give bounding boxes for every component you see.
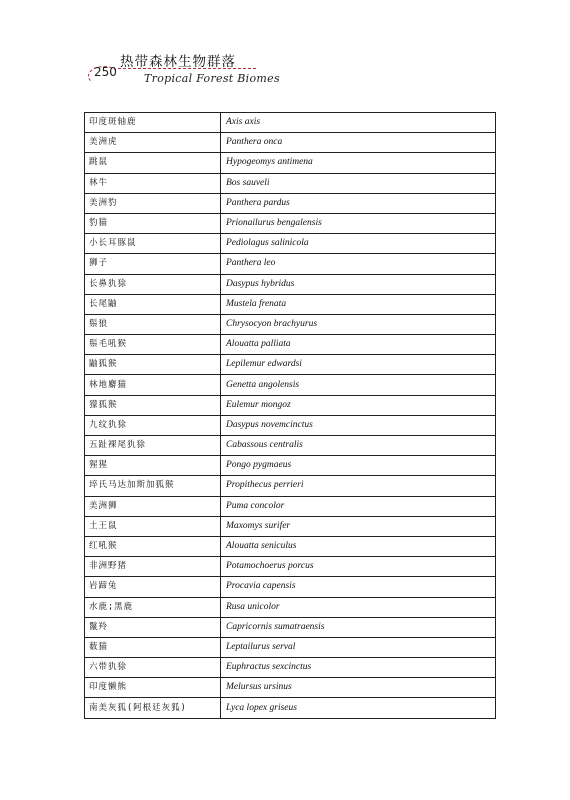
chinese-name-cell: 六带犰狳 xyxy=(85,658,221,678)
latin-name-cell: Chrysocyon brachyurus xyxy=(221,314,496,334)
chinese-name-cell: 豹猫 xyxy=(85,213,221,233)
table-row xyxy=(85,637,496,657)
latin-name-cell: Cabassous centralis xyxy=(221,436,496,456)
table-row xyxy=(85,456,496,476)
chinese-name-cell: 水鹿;黑鹿 xyxy=(85,597,221,617)
latin-name-cell: Puma concolor xyxy=(221,496,496,516)
chinese-name-cell: 鬃毛吼猴 xyxy=(85,335,221,355)
latin-name-cell: Panthera onca xyxy=(221,133,496,153)
latin-name-cell: Rusa unicolor xyxy=(221,597,496,617)
page-number: 250 xyxy=(94,65,117,79)
chinese-name-cell: 獴狐猴 xyxy=(85,395,221,415)
table-row xyxy=(85,294,496,314)
chinese-name-cell: 埣氏马达加斯加狐猴 xyxy=(85,476,221,496)
table-row xyxy=(85,113,496,133)
chinese-name-cell: 美洲虎 xyxy=(85,133,221,153)
latin-name-cell: Melursus ursinus xyxy=(221,678,496,698)
table-row xyxy=(85,173,496,193)
chinese-name-cell: 林牛 xyxy=(85,173,221,193)
latin-name-cell: Eulemur mongoz xyxy=(221,395,496,415)
table-row xyxy=(85,153,496,173)
latin-name-cell: Alouatta palliata xyxy=(221,335,496,355)
table-row xyxy=(85,375,496,395)
chinese-name-cell: 猩猩 xyxy=(85,456,221,476)
latin-name-cell: Lepilemur edwardsi xyxy=(221,355,496,375)
table-row xyxy=(85,335,496,355)
table-row xyxy=(85,415,496,435)
latin-name-cell: Lyca lopex griseus xyxy=(221,698,496,718)
chinese-name-cell: 五趾裸尾犰狳 xyxy=(85,436,221,456)
chinese-name-cell: 美洲狮 xyxy=(85,496,221,516)
latin-name-cell: Dasypus novemcinctus xyxy=(221,415,496,435)
chinese-name-cell: 小长耳豚鼠 xyxy=(85,234,221,254)
latin-name-cell: Euphractus sexcinctus xyxy=(221,658,496,678)
table-row xyxy=(85,577,496,597)
chinese-name-cell: 长鼻犰狳 xyxy=(85,274,221,294)
table-row xyxy=(85,213,496,233)
latin-name-cell: Axis axis xyxy=(221,113,496,133)
latin-name-cell: Procavia capensis xyxy=(221,577,496,597)
table-row xyxy=(85,496,496,516)
chinese-name-cell: 鬣羚 xyxy=(85,617,221,637)
latin-name-cell: Panthera pardus xyxy=(221,193,496,213)
latin-name-cell: Capricornis sumatraensis xyxy=(221,617,496,637)
table-row xyxy=(85,597,496,617)
table-row xyxy=(85,658,496,678)
table-row xyxy=(85,476,496,496)
latin-name-cell: Panthera leo xyxy=(221,254,496,274)
chinese-name-cell: 非洲野猪 xyxy=(85,557,221,577)
chinese-name-cell: 鬃狼 xyxy=(85,314,221,334)
latin-name-cell: Genetta angolensis xyxy=(221,375,496,395)
header-dashed-rule xyxy=(118,68,256,69)
latin-name-cell: Pediolagus salinicola xyxy=(221,234,496,254)
chinese-name-cell: 土王鼠 xyxy=(85,516,221,536)
table-row xyxy=(85,395,496,415)
table-row xyxy=(85,516,496,536)
table-row xyxy=(85,557,496,577)
table-row xyxy=(85,133,496,153)
book-title-chinese: 热带森林生物群落 xyxy=(120,54,236,70)
table-row xyxy=(85,698,496,718)
chinese-name-cell: 林地麝猫 xyxy=(85,375,221,395)
chinese-name-cell: 九纹犰狳 xyxy=(85,415,221,435)
latin-name-cell: Propithecus perrieri xyxy=(221,476,496,496)
chinese-name-cell: 岩蹄兔 xyxy=(85,577,221,597)
table-row xyxy=(85,314,496,334)
latin-name-cell: Leptailurus serval xyxy=(221,637,496,657)
chinese-name-cell: 南美灰狐(阿根廷灰狐) xyxy=(85,698,221,718)
chinese-name-cell: 红吼猴 xyxy=(85,536,221,556)
chinese-name-cell: 印度斑轴鹿 xyxy=(85,113,221,133)
table-row xyxy=(85,254,496,274)
table-row xyxy=(85,436,496,456)
table-row xyxy=(85,617,496,637)
chinese-name-cell: 印度懒熊 xyxy=(85,678,221,698)
chinese-name-cell: 跳鼠 xyxy=(85,153,221,173)
chinese-name-cell: 狮子 xyxy=(85,254,221,274)
latin-name-cell: Dasypus hybridus xyxy=(221,274,496,294)
latin-name-cell: Potamochoerus porcus xyxy=(221,557,496,577)
latin-name-cell: Prionailurus bengalensis xyxy=(221,213,496,233)
species-table xyxy=(84,112,496,719)
table-row xyxy=(85,678,496,698)
chinese-name-cell: 美洲豹 xyxy=(85,193,221,213)
table-row xyxy=(85,536,496,556)
table-row xyxy=(85,274,496,294)
latin-name-cell: Maxomys surifer xyxy=(221,516,496,536)
running-header xyxy=(78,46,280,96)
chinese-name-cell: 薮猫 xyxy=(85,637,221,657)
table-row xyxy=(85,355,496,375)
species-table-body xyxy=(85,113,496,719)
book-title-english: Tropical Forest Biomes xyxy=(144,72,280,85)
latin-name-cell: Mustela frenata xyxy=(221,294,496,314)
latin-name-cell: Pongo pygmaeus xyxy=(221,456,496,476)
chinese-name-cell: 长尾鼬 xyxy=(85,294,221,314)
latin-name-cell: Alouatta seniculus xyxy=(221,536,496,556)
latin-name-cell: Bos sauveli xyxy=(221,173,496,193)
chinese-name-cell: 鼬狐猴 xyxy=(85,355,221,375)
table-row xyxy=(85,193,496,213)
latin-name-cell: Hypogeomys antimena xyxy=(221,153,496,173)
table-row xyxy=(85,234,496,254)
